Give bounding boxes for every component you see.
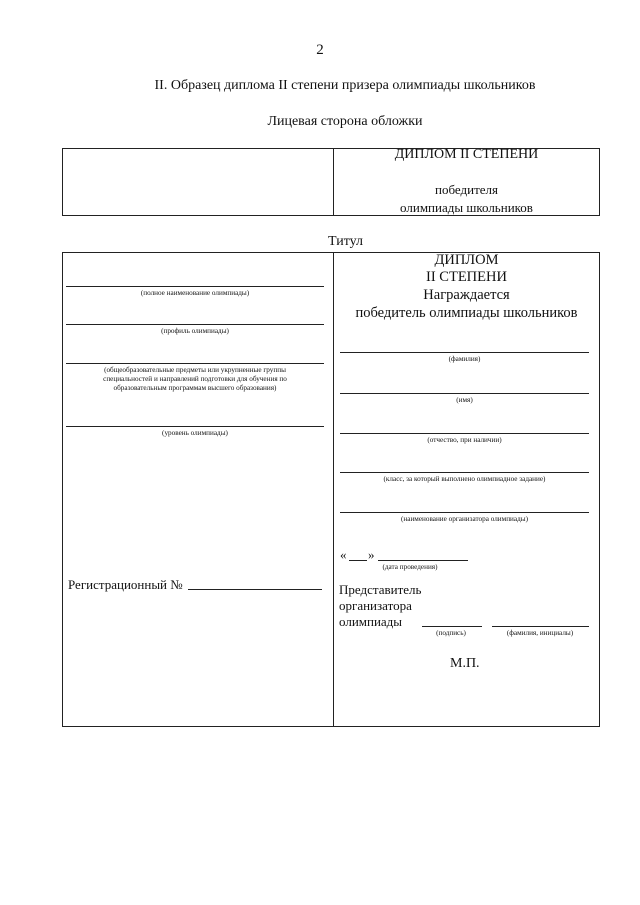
grade-line: [340, 472, 589, 473]
patronymic-line: [340, 433, 589, 434]
date-close-quote: »: [368, 547, 375, 562]
olympiad-name-caption: (полное наименование олимпиады): [140, 289, 250, 297]
date-day-line: [349, 560, 367, 561]
organizer-line: [340, 512, 589, 513]
diploma-degree: II СТЕПЕНИ: [426, 269, 507, 285]
signature-line: [422, 626, 482, 627]
subjects-caption: (общеобразовательные предметы или укрупненные группы специальностей и направлений подготовки для обучения по образовательным программам высшего образования): [103, 366, 287, 392]
surname-line: [340, 352, 589, 353]
level-line: [66, 426, 324, 427]
representative-line1: Представитель: [339, 582, 422, 597]
page-number: 2: [316, 42, 324, 58]
initials-caption: (фамилия, инициалы): [506, 629, 574, 637]
registration-line: [188, 589, 322, 590]
patronymic-caption: (отчество, при наличии): [427, 436, 502, 444]
cover-title: ДИПЛОМ II СТЕПЕНИ: [394, 147, 539, 162]
date-open-quote: «: [340, 547, 347, 562]
date-line: [378, 560, 468, 561]
cover-winner: победителя: [435, 182, 498, 197]
olympiad-name-line: [66, 286, 324, 287]
cover-subheading: Лицевая сторона обложки: [267, 114, 423, 129]
title-label: Титул: [328, 234, 363, 249]
stamp-label: М.П.: [450, 656, 480, 671]
profile-caption: (профиль олимпиады): [161, 327, 229, 335]
profile-line: [66, 324, 324, 325]
registration-label: Регистрационный №: [68, 577, 183, 592]
page-heading: II. Образец диплома II степени призера олимпиады школьников: [154, 78, 536, 93]
name-caption: (имя): [456, 396, 473, 404]
date-caption: (дата проведения): [382, 563, 438, 571]
winner-label: победитель олимпиады школьников: [355, 305, 578, 321]
cover-olympiad: олимпиады школьников: [400, 200, 533, 215]
grade-caption: (класс, за который выполнено олимпиадное задание): [383, 475, 546, 483]
subjects-line: [66, 363, 324, 364]
surname-caption: (фамилия): [448, 355, 481, 363]
signature-caption: (подпись): [436, 629, 466, 637]
level-caption: (уровень олимпиады): [162, 429, 228, 437]
title-divider: [333, 252, 334, 727]
organizer-caption: (наименование организатора олимпиады): [401, 515, 528, 523]
representative-line3: олимпиады: [339, 614, 403, 629]
initials-line: [492, 626, 589, 627]
name-line: [340, 393, 589, 394]
representative-line2: организатора: [339, 598, 412, 613]
diploma-title: ДИПЛОМ: [434, 252, 499, 268]
awarded-label: Награждается: [423, 287, 510, 303]
